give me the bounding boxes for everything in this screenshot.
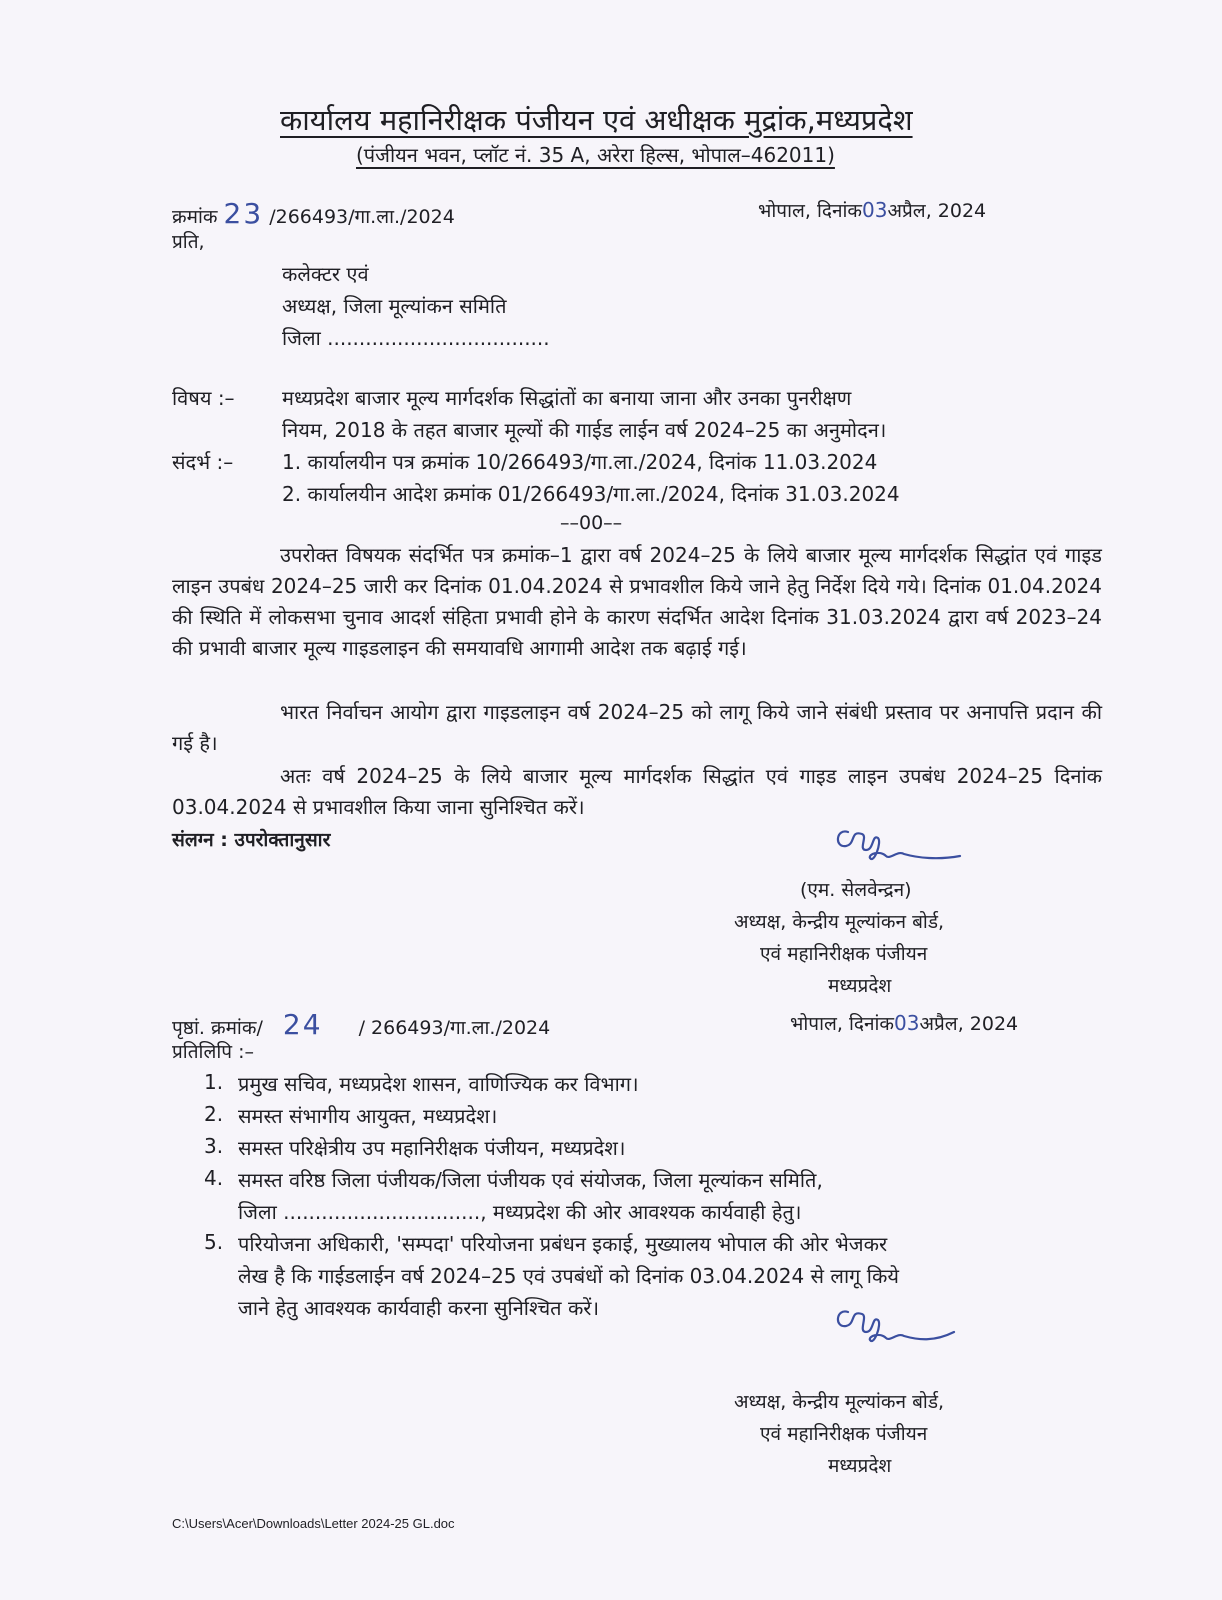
copy-label: प्रतिलिपि :– — [172, 1041, 255, 1063]
endorsement-ref-rest: / 266493/गा.ला./2024 — [358, 1017, 551, 1039]
recipient-line: कलेक्टर एवं — [282, 262, 369, 286]
file-path: C:\Users\Acer\Downloads\Letter 2024-25 GL.doc — [172, 1516, 455, 1531]
reference-item: 1. कार्यालयीन पत्र क्रमांक 10/266493/गा.ला./2024, दिनांक 11.03.2024 — [282, 450, 878, 474]
place-date-prefix: भोपाल, दिनांक — [758, 200, 863, 222]
copy-item-number: 2. — [204, 1102, 224, 1126]
copy-item-text: परियोजना अधिकारी, 'सम्पदा' परियोजना प्रबंधन इकाई, मुख्यालय भोपाल की ओर भेजकर — [238, 1232, 888, 1256]
ref-handwritten-number: 23 — [223, 197, 264, 230]
signatory-title-line: मध्यप्रदेश — [828, 1455, 892, 1477]
copy-item-number: 3. — [204, 1134, 224, 1158]
ref-rest: /266493/गा.ला./2024 — [269, 206, 455, 228]
copy-item-text: समस्त संभागीय आयुक्त, मध्यप्रदेश। — [238, 1104, 498, 1128]
copy-item-text: समस्त वरिष्ठ जिला पंजीयक/जिला पंजीयक एवं संयोजक, जिला मूल्यांकन समिति, — [238, 1168, 823, 1192]
endorsement-place-date-prefix: भोपाल, दिनांक — [790, 1013, 895, 1035]
signatory-title-line: मध्यप्रदेश — [828, 975, 892, 997]
endorsement-ref-label: पृष्ठां. क्रमांक/ — [172, 1017, 263, 1039]
separator: ––00–– — [560, 512, 623, 534]
enclosure-note: संलग्न : उपरोक्तानुसार — [172, 829, 331, 851]
date-handwritten: 03 — [862, 198, 888, 222]
endorsement-ref-handwritten: 24 — [282, 1008, 323, 1041]
subject-line: मध्यप्रदेश बाजार मूल्य मार्गदर्शक सिद्धांतों का बनाया जाना और उनका पुनरीक्षण — [282, 386, 852, 410]
signatory-title-line: एवं महानिरीक्षक पंजीयन — [760, 943, 928, 965]
copy-item-text: जिला ..............................., मध्यप्रदेश की ओर आवश्यक कार्यवाही हेतु। — [238, 1200, 802, 1224]
office-address: (पंजीयन भवन, प्लॉट नं. 35 A, अरेरा हिल्स, भोपाल–462011) — [356, 143, 835, 167]
subject-line: नियम, 2018 के तहत बाजार मूल्यों की गाईड लाईन वर्ष 2024–25 का अनुमोदन। — [282, 418, 887, 442]
reference-label: संदर्भ :– — [172, 450, 234, 474]
body-paragraph: अतः वर्ष 2024–25 के लिये बाजार मूल्य मार्गदर्शक सिद्धांत एवं गाइड लाइन उपबंध 2024–25 दिनांक 03.04.2024 से प्रभावशील किया जाना सुनिश्चित करें। — [172, 764, 1102, 819]
subject-label: विषय :– — [172, 386, 235, 410]
date-suffix: अप्रैल, 2024 — [887, 200, 987, 222]
endorsement-ref-line — [172, 1008, 550, 1041]
copy-item-text: प्रमुख सचिव, मध्यप्रदेश शासन, वाणिज्यिक कर विभाग। — [238, 1072, 639, 1096]
copy-item-number: 5. — [204, 1230, 224, 1254]
signature-image — [828, 820, 968, 880]
recipient-line: अध्यक्ष, जिला मूल्यांकन समिति — [282, 294, 507, 318]
ref-line — [172, 197, 455, 230]
copy-item-text: समस्त परिक्षेत्रीय उप महानिरीक्षक पंजीयन, मध्यप्रदेश। — [238, 1136, 626, 1160]
copy-item-number: 1. — [204, 1070, 224, 1094]
copy-item-text: लेख है कि गाईडलाईन वर्ष 2024–25 एवं उपबंधों को दिनांक 03.04.2024 से लागू किये — [238, 1264, 899, 1288]
signatory-title-line: अध्यक्ष, केन्द्रीय मूल्यांकन बोर्ड, — [734, 911, 945, 933]
copy-item-number: 4. — [204, 1166, 224, 1190]
signatory-title-line: एवं महानिरीक्षक पंजीयन — [760, 1423, 928, 1445]
recipient-line: जिला ................................... — [282, 326, 550, 350]
copy-item-text: जाने हेतु आवश्यक कार्यवाही करना सुनिश्चित करें। — [238, 1296, 600, 1320]
place-date — [758, 197, 986, 223]
body-paragraph: भारत निर्वाचन आयोग द्वारा गाइडलाइन वर्ष 2024–25 को लागू किये जाने संबंधी प्रस्ताव पर अनापत्ति प्रदान की गई है। — [172, 700, 1102, 755]
endorsement-date-suffix: अप्रैल, 2024 — [919, 1013, 1019, 1035]
ref-label: क्रमांक — [172, 206, 218, 228]
body-paragraph: उपरोक्त विषयक संदर्भित पत्र क्रमांक–1 द्वारा वर्ष 2024–25 के लिये बाजार मूल्य मार्गदर्शक सिद्धांत एवं गाइड लाइन उपबंध 2024–25 जारी कर दिनांक 01.04.2024 से प्रभावशील किये जाने हेतु निर्देश दिये गये। दिनांक 01.04.2024 की स्थिति में लोकसभा चुनाव आदर्श संहिता प्रभावी होने के कारण संदर्भित आदेश दिनांक 31.03.2024 द्वारा वर्ष 2023–24 की प्रभावी बाजार मूल्य गाइडलाइन की समयावधि आगामी आदेश तक बढ़ाई गई। — [172, 543, 1102, 660]
to-label: प्रति, — [172, 231, 205, 253]
reference-item: 2. कार्यालयीन आदेश क्रमांक 01/266493/गा.ला./2024, दिनांक 31.03.2024 — [282, 482, 900, 506]
signatory-name: (एम. सेलवेन्द्रन) — [800, 879, 912, 901]
endorsement-place-date — [790, 1010, 1018, 1036]
signatory-title-line: अध्यक्ष, केन्द्रीय मूल्यांकन बोर्ड, — [734, 1391, 945, 1413]
endorsement-date-handwritten: 03 — [894, 1011, 920, 1035]
office-title: कार्यालय महानिरीक्षक पंजीयन एवं अधीक्षक मुद्रांक,मध्यप्रदेश — [280, 103, 913, 137]
signature-image-2 — [830, 1302, 960, 1362]
